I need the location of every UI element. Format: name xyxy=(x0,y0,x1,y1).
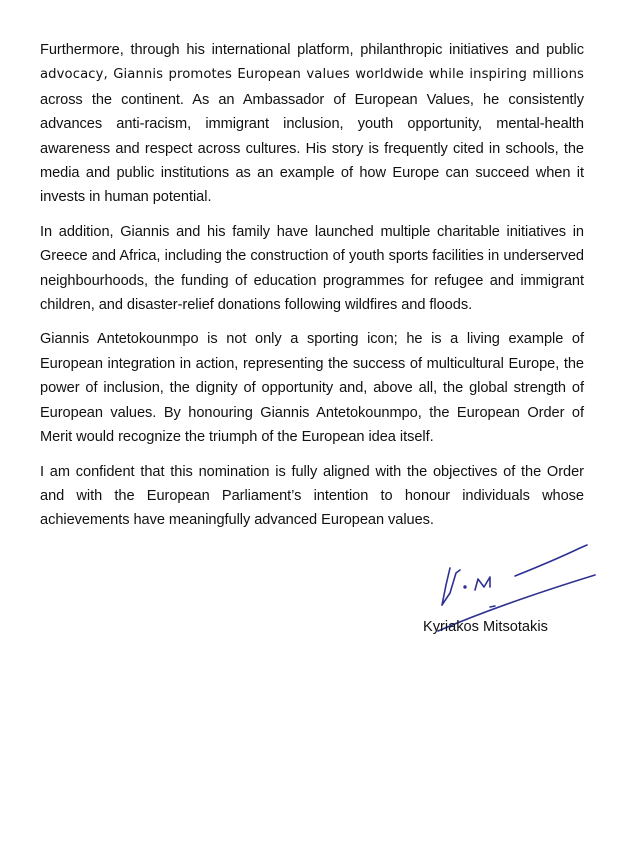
paragraph-charitable-initiatives: In addition, Giannis and his family have launched multiple charitable initiatives in Greece and Africa, including the construction of youth sports facilities in underserved neighbourhoods, the funding of education programmes for refugee and immigrant children, and disaster-relief donations following wildfires and floods. xyxy=(40,223,584,314)
letter-body xyxy=(40,38,584,543)
paragraph-line-alt-font: advocacy, Giannis promotes European values worldwide while inspiring millions xyxy=(40,67,584,83)
signer-name: Kyriakos Mitsotakis xyxy=(423,619,548,635)
paragraph-text: across the continent. As an Ambassador of European Values, he consistently advances anti-racism, immigrant inclusion, youth opportunity, mental-health awareness and respect across cultures. His story is frequently cited in schools, the media and public institutions as an example of how Europe can succeed when it invests in human potential. xyxy=(40,91,584,206)
paragraph-platform-advocacy xyxy=(40,38,584,210)
paragraph-line: Furthermore, through his international platform, philanthropic initiatives and public xyxy=(40,42,584,58)
paragraph-european-integration: Giannis Antetokounmpo is not only a sporting icon; he is a living example of European integration in action, representing the success of multicultural Europe, the power of inclusion, the dignity of opportunity and, above all, the global strength of European values. By honouring Giannis Antetokounmpo, the European Order of Merit would recognize the triumph of the European idea itself. xyxy=(40,331,584,446)
signature-block xyxy=(420,535,620,645)
paragraph-closing-statement: I am confident that this nomination is fully aligned with the objectives of the Order and with the European Parliament’s intention to honour individuals whose achievements have meaningfully advanced European values. xyxy=(40,463,584,529)
